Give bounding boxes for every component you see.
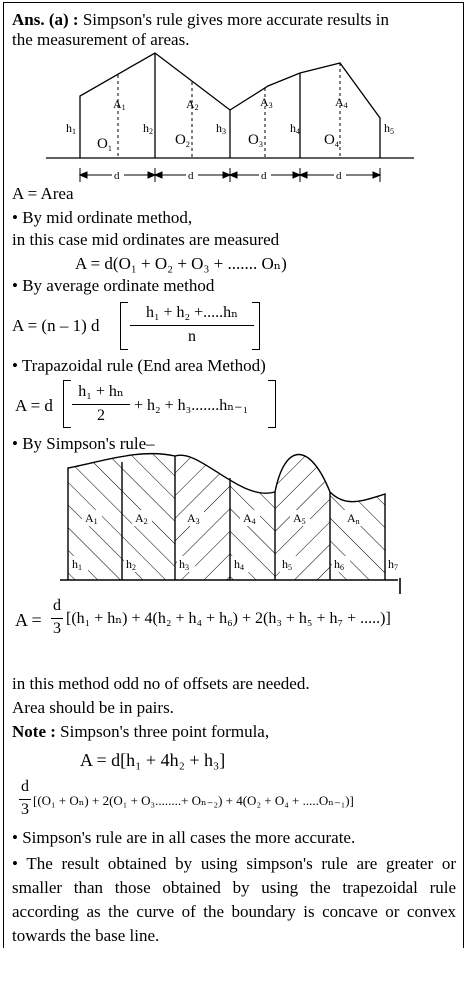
- o-label: $O_4$: [324, 132, 339, 149]
- a-label: A1: [85, 511, 98, 526]
- mid-ordinate-diagram: [40, 48, 420, 188]
- average-numerator: h₁ + h₂ +.....hₙ: [145, 304, 239, 321]
- trapezoidal-heading: • Trapazoidal rule (End area Method): [12, 356, 266, 375]
- h-label: h2: [126, 557, 136, 572]
- h-label: h6: [334, 557, 344, 572]
- a-label: A4: [243, 511, 256, 526]
- simpson-formula-denominator: 3: [53, 620, 61, 637]
- area-definition: A = Area: [12, 184, 74, 203]
- o-label: $O_1$: [97, 136, 112, 153]
- a-label: A5: [293, 511, 306, 526]
- simpson-diagram: [60, 452, 410, 598]
- a-label: A2: [135, 511, 148, 526]
- note-line: [12, 722, 269, 742]
- average-fraction-bar: [130, 325, 254, 326]
- simpson-heading: • By Simpson's rule–: [12, 434, 155, 453]
- conclusion-bullet-1: • Simpson's rule are in all cases the more accurate.: [12, 828, 356, 847]
- o-label: $O_2$: [175, 132, 190, 149]
- h-label: h5: [282, 557, 292, 572]
- three-point-formula: A = d[h₁ + 4h₂ + h₃]: [80, 750, 226, 770]
- mid-ordinate-formula: A = d(O₁ + O₂ + O₃ + ....... Oₙ): [75, 254, 287, 273]
- a-label: A3: [187, 511, 200, 526]
- simpson-formula-body: [(h₁ + hₙ) + 4(h₂ + h₄ + h₆) + 2(h₃ + h₅ + h₇ + .....)]: [66, 610, 391, 627]
- a-label: A2: [186, 97, 199, 112]
- h-label: h7: [388, 557, 398, 572]
- a-label: A4: [335, 95, 348, 110]
- average-denominator: n: [188, 328, 196, 345]
- h-label: h1: [72, 557, 82, 572]
- simpson-formula-lhs: A =: [15, 610, 42, 630]
- h-label: h3: [216, 121, 226, 136]
- answer-label: Ans. (a) :: [12, 10, 79, 29]
- h-label: h5: [384, 121, 394, 136]
- trapezoidal-lhs: A = d: [15, 396, 53, 415]
- mid-ordinate-heading: • By mid ordinate method,: [12, 208, 193, 227]
- d-label: d: [114, 170, 120, 182]
- h-label: h1: [66, 121, 76, 136]
- h-label: h4: [290, 121, 300, 136]
- trapezoidal-numerator: h₁ + hₙ: [78, 383, 124, 400]
- average-ordinate-lhs: A = (n – 1) d: [12, 316, 100, 335]
- average-bracket: [120, 302, 128, 350]
- ordinate-formula-denominator: 3: [21, 801, 29, 818]
- note-label: Note :: [12, 722, 56, 741]
- d-label: d: [336, 170, 342, 182]
- answer-intro-line1: Simpson's rule gives more accurate results in: [78, 10, 390, 29]
- d-label: d: [261, 170, 267, 182]
- conclusion-bullet-2: • The result obtained by using simpson's rule are greater or smaller than those obtained by using the trapezoidal rule according as the curve of the boundary is concave or convex towards the base line.: [12, 854, 456, 945]
- trapezoidal-fraction-bar: [72, 404, 130, 405]
- trapezoidal-rest: + h₂ + h₃.......hₙ₋₁: [134, 397, 249, 414]
- answer-intro: [12, 10, 389, 30]
- a-label: A3: [260, 95, 273, 110]
- answer-intro-line2: the measurement of areas.: [12, 30, 190, 49]
- trapezoidal-denominator: 2: [97, 407, 105, 424]
- o-label: $O_3$: [248, 132, 263, 149]
- ordinate-formula-bar: [19, 799, 31, 800]
- ordinate-formula-body: [(O₁ + Oₙ) + 2(O₁ + O₃........+ Oₙ₋₂) + 4(O₂ + O₄ + .....Oₙ₋₁)]: [33, 793, 354, 808]
- d-label: d: [188, 170, 194, 182]
- a-label: A1: [113, 97, 126, 112]
- simpson-formula-bar: [51, 618, 63, 619]
- average-ordinate-heading: • By average ordinate method: [12, 276, 215, 295]
- simpson-formula-numerator: d: [53, 597, 61, 614]
- odd-offsets-note: in this method odd no of offsets are needed.: [12, 674, 310, 693]
- h-label: h4: [234, 557, 244, 572]
- h-label: h3: [179, 557, 189, 572]
- average-bracket: [252, 302, 260, 350]
- pairs-note: Area should be in pairs.: [12, 698, 174, 717]
- note-text: Simpson's three point formula,: [55, 722, 270, 741]
- h-label: h2: [143, 121, 153, 136]
- ordinate-formula-numerator: d: [21, 778, 29, 795]
- a-label: An: [347, 511, 360, 526]
- trapezoidal-bracket: [268, 380, 276, 428]
- mid-ordinate-note: in this case mid ordinates are measured: [12, 230, 280, 249]
